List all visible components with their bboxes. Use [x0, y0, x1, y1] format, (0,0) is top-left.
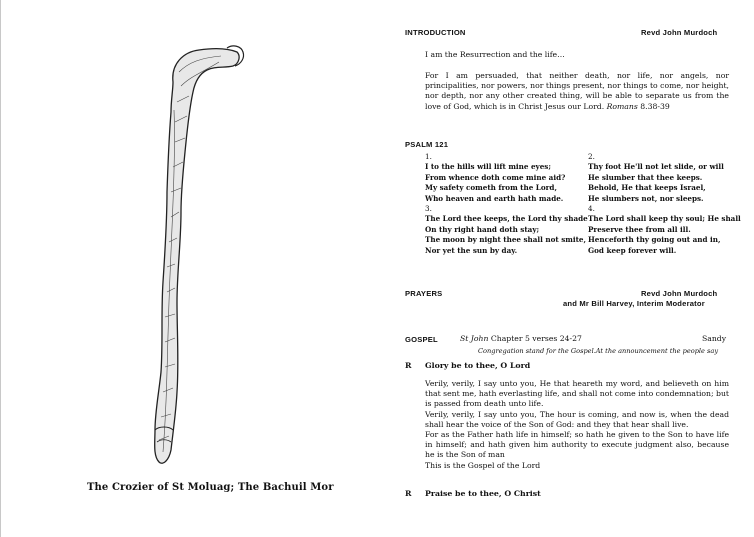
- psalm-verse-2: [588, 152, 724, 204]
- introduction-minister: Revd John Murdoch: [641, 28, 718, 37]
- gospel-passage-para: Verily, verily, I say unto you, The hour is coming, and now is, when the dead shall hear the voice of the Son of God: and they that hear shall live.: [425, 409, 729, 429]
- psalm-line: From whence doth come mine aid?: [425, 172, 566, 182]
- psalm-line: The Lord thee keeps, the Lord thy shade: [425, 214, 588, 224]
- gospel-passage: [425, 379, 729, 471]
- introduction-reference-verses: 8.38-39: [640, 101, 670, 111]
- prayers-moderator: and Mr Bill Harvey, Interim Moderator: [563, 299, 705, 308]
- psalm-line: Nor yet the sun by day.: [425, 245, 518, 255]
- response-label: R: [405, 361, 412, 370]
- introduction-paragraph: [425, 71, 729, 112]
- psalm-verse-number: 1.: [425, 152, 432, 161]
- introduction-heading: INTRODUCTION: [405, 28, 466, 37]
- psalm-line: The Lord shall keep thy soul; He shall: [588, 214, 741, 224]
- psalm-verse-1: [425, 152, 565, 204]
- psalm-verse-number: 2.: [588, 152, 595, 161]
- gospel-instruction: Congregation stand for the Gospel.At the announcement the people say: [478, 347, 719, 355]
- psalm-verse-number: 3.: [425, 204, 432, 213]
- prayers-minister: Revd John Murdoch: [641, 289, 718, 298]
- gospel-passage-para: This is the Gospel of the Lord: [425, 460, 541, 470]
- gospel-response-1: Glory be to thee, O Lord: [425, 361, 531, 370]
- psalm-line: He slumbers not, nor sleeps.: [588, 193, 704, 203]
- crozier-caption: The Crozier of St Moluag; The Bachuil Mor: [87, 482, 334, 493]
- gospel-book: St John: [460, 334, 489, 343]
- gospel-passage-para: For as the Father hath life in himself; so hath he given to the Son to have life in himself; and hath given him authority to execute judgment also, because he is the Son of man: [425, 430, 729, 460]
- gospel-response-2: Praise be to thee, O Christ: [425, 489, 541, 498]
- introduction-paragraph-text: For I am persuaded, that neither death, nor life, nor angels, nor principalities, nor powers, nor things present, nor things to come, nor height, nor depth, nor any other created thing, will be able to separate us from the love of God, which is in Christ Jesus our Lord.: [425, 71, 729, 111]
- psalm-line: Henceforth thy going out and in,: [588, 235, 721, 245]
- psalm-line: Thy foot He'll not let slide, or will: [588, 162, 724, 172]
- psalm-line: Who heaven and earth hath made.: [425, 193, 564, 203]
- psalm-verse-3: [425, 204, 588, 256]
- introduction-line: I am the Resurrection and the life…: [425, 50, 565, 59]
- gospel-chapter: Chapter 5 verses 24-27: [490, 334, 582, 343]
- psalm-line: Behold, He that keeps Israel,: [588, 183, 706, 193]
- psalm-line: Preserve thee from all ill.: [588, 224, 691, 234]
- psalm-line: God keep forever will.: [588, 245, 677, 255]
- gospel-heading: GOSPEL: [405, 335, 438, 344]
- introduction-reference-book: Romans: [606, 101, 638, 111]
- psalm-verse-4: [588, 204, 741, 256]
- gospel-passage-para: Verily, verily, I say unto you, He that heareth my word, and believeth on him that sent me, hath everlasting life, and shall not come into condemnation; but is passed from death unto life.: [425, 379, 729, 409]
- psalm-line: He slumber that thee keeps.: [588, 172, 703, 182]
- psalm-line: My safety cometh from the Lord,: [425, 183, 557, 193]
- gospel-reading-ref: [460, 334, 582, 343]
- gospel-reader: Sandy: [702, 334, 727, 343]
- prayers-heading: PRAYERS: [405, 289, 443, 298]
- psalm-verse-number: 4.: [588, 204, 595, 213]
- psalm-heading: PSALM 121: [405, 140, 449, 149]
- psalm-line: The moon by night thee shall not smite,: [425, 235, 587, 245]
- psalm-line: I to the hills will lift mine eyes;: [425, 162, 551, 172]
- psalm-line: On thy right hand doth stay;: [425, 224, 540, 234]
- response-label: R: [405, 489, 412, 498]
